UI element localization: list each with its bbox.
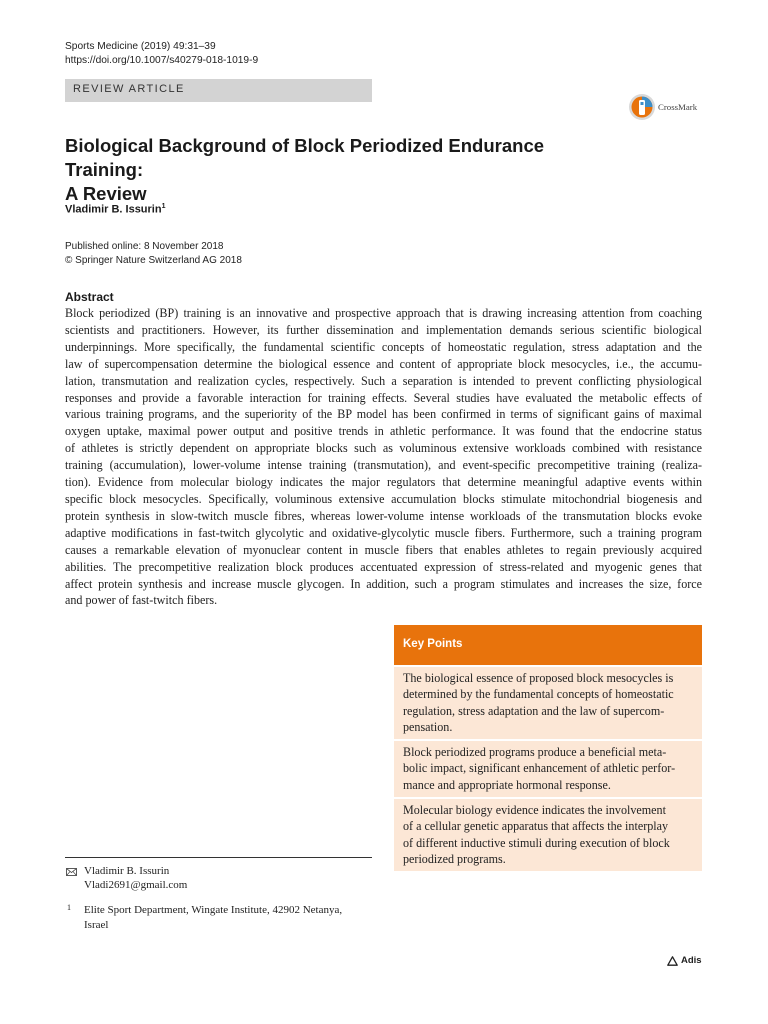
crossmark-badge[interactable]	[628, 93, 697, 121]
copyright-notice: © Springer Nature Switzerland AG 2018	[65, 255, 242, 266]
abstract-line: responses and provide a favorable interaction for training effects. Several studies have evaluated the metabolic effects of	[65, 390, 702, 405]
corresponding-author-email[interactable]: Vladi2691@gmail.com	[84, 879, 188, 891]
article-type-label: REVIEW ARTICLE	[73, 83, 185, 95]
envelope-icon	[66, 868, 77, 876]
abstract-line: of athletes is strictly dependent on appropriate blocks such as voluminous extensive workloads combined with resistance	[65, 441, 702, 456]
abstract-line: Block periodized (BP) training is an innovative and prospective approach that is drawing increasing attention from coaching	[65, 306, 702, 320]
abstract-line: tion). Evidence from molecular biology indicates the major regulators that determine meaningful adaptive events within	[65, 475, 702, 490]
abstract-line: underpinnings. More specifically, the fundamental scientific concepts of homeostatic regulation, stress adaptation and the	[65, 339, 702, 354]
key-points-heading: Key Points	[403, 638, 463, 650]
key-point-line: of a cellular genetic apparatus that affects the interplay	[403, 819, 669, 834]
adis-triangle-icon	[667, 956, 678, 966]
abstract-line: specific block mesocycles. Specifically, voluminous extensive accumulation blocks stimulate mitochondrial biogenesis and	[65, 491, 702, 506]
abstract-line: training (accumulation), lower-volume intense training (transmutation), and event-specific precompetitive training (realiza-	[65, 458, 702, 473]
abstract-line: affect protein synthesis and increase muscle glycogen. In addition, such a program stimulates and increases the size, force	[65, 576, 702, 591]
abstract-line: causes a remarkable elevation of myonuclear content in muscle fibers that enables athletes to regain previously acquired	[65, 542, 702, 557]
key-point-line: determined by the fundamental concepts of homeostatic	[403, 687, 674, 702]
publisher-name: Adis	[681, 955, 702, 966]
abstract-line: lation, transmutation and realization cycles, respectively. Such a separation is intended to prevent conflicting physiological	[65, 373, 702, 388]
abstract-line: and power of fast-twitch fibers.	[65, 593, 218, 608]
corresponding-author-name: Vladimir B. Issurin	[84, 865, 170, 877]
affiliation-number: 1	[67, 903, 71, 912]
abstract-heading: Abstract	[65, 290, 114, 304]
abstract-line: adaptive modifications in fast-twitch glycolytic and oxidative-glycolytic muscle fibers. Furthermore, such a training program	[65, 525, 702, 540]
affiliation-text	[84, 903, 374, 933]
abstract-line: protein synthesis in slow-twitch muscle fibres, whereas lower-volume intense workloads of the transmutation blocks evoke	[65, 508, 702, 523]
author-affiliation-mark: 1	[161, 203, 166, 210]
key-point-line: The biological essence of proposed block mesocycles is	[403, 671, 674, 685]
abstract-line: scientists and practitioners. However, its further dissemination and implementation demands serious scientific biological	[65, 322, 702, 337]
affiliation-line-2: Israel	[84, 919, 109, 931]
journal-reference: Sports Medicine (2019) 49:31–39	[65, 41, 216, 52]
title-line-1: Biological Background of Block Periodized Endurance Training:	[65, 135, 545, 180]
key-point-line: Block periodized programs produce a beneficial meta-	[403, 745, 667, 760]
key-point-line: regulation, stress adaptation and the law of supercom-	[403, 703, 665, 718]
abstract-line: oxygen uptake, maximal power output and positive trends in athletic performance. It was found that the endocrine status	[65, 424, 702, 439]
abstract-line: various training programs, and the superiority of the BP model has been confirmed in terms of significant gains of maximal	[65, 407, 702, 422]
title-line-2: A Review	[65, 183, 147, 204]
article-type-banner	[65, 79, 372, 102]
key-point-line: bolic impact, significant enhancement of athletic perfor-	[403, 761, 676, 776]
key-points-box	[394, 625, 702, 871]
key-point-line: of different inductive stimuli during execution of block	[403, 835, 670, 850]
key-point-item	[394, 741, 702, 797]
published-date: Published online: 8 November 2018	[65, 241, 224, 252]
doi-link[interactable]: https://doi.org/10.1007/s40279-018-1019-9	[65, 55, 259, 66]
key-point-line: mance and appropriate hormonal response.	[403, 777, 611, 792]
abstract-line: law of supercompensation determine the biological essence and content of appropriate block mesocycles, i.e., the accumu-	[65, 356, 702, 371]
author-line	[65, 203, 166, 216]
crossmark-label: CrossMark	[658, 102, 698, 112]
abstract-line: abilities. The precompetitive realization block produces accentuated expression of stress-related and myogenic genes that	[65, 559, 702, 574]
key-points-list	[394, 667, 702, 871]
key-point-item	[394, 667, 702, 739]
key-point-item	[394, 799, 702, 871]
key-points-header	[394, 625, 702, 665]
article-title	[65, 134, 625, 206]
publisher-logo	[667, 955, 702, 966]
key-point-line: periodized programs.	[403, 851, 506, 866]
key-point-line: pensation.	[403, 719, 453, 734]
author-name: Vladimir B. Issurin	[65, 203, 162, 216]
key-point-line: Molecular biology evidence indicates the involvement	[403, 803, 666, 818]
crossmark-icon	[628, 93, 656, 121]
footnote-divider	[65, 857, 372, 858]
affiliation-line-1: Elite Sport Department, Wingate Institute, 42902 Netanya,	[84, 904, 343, 916]
abstract-text	[65, 305, 702, 609]
